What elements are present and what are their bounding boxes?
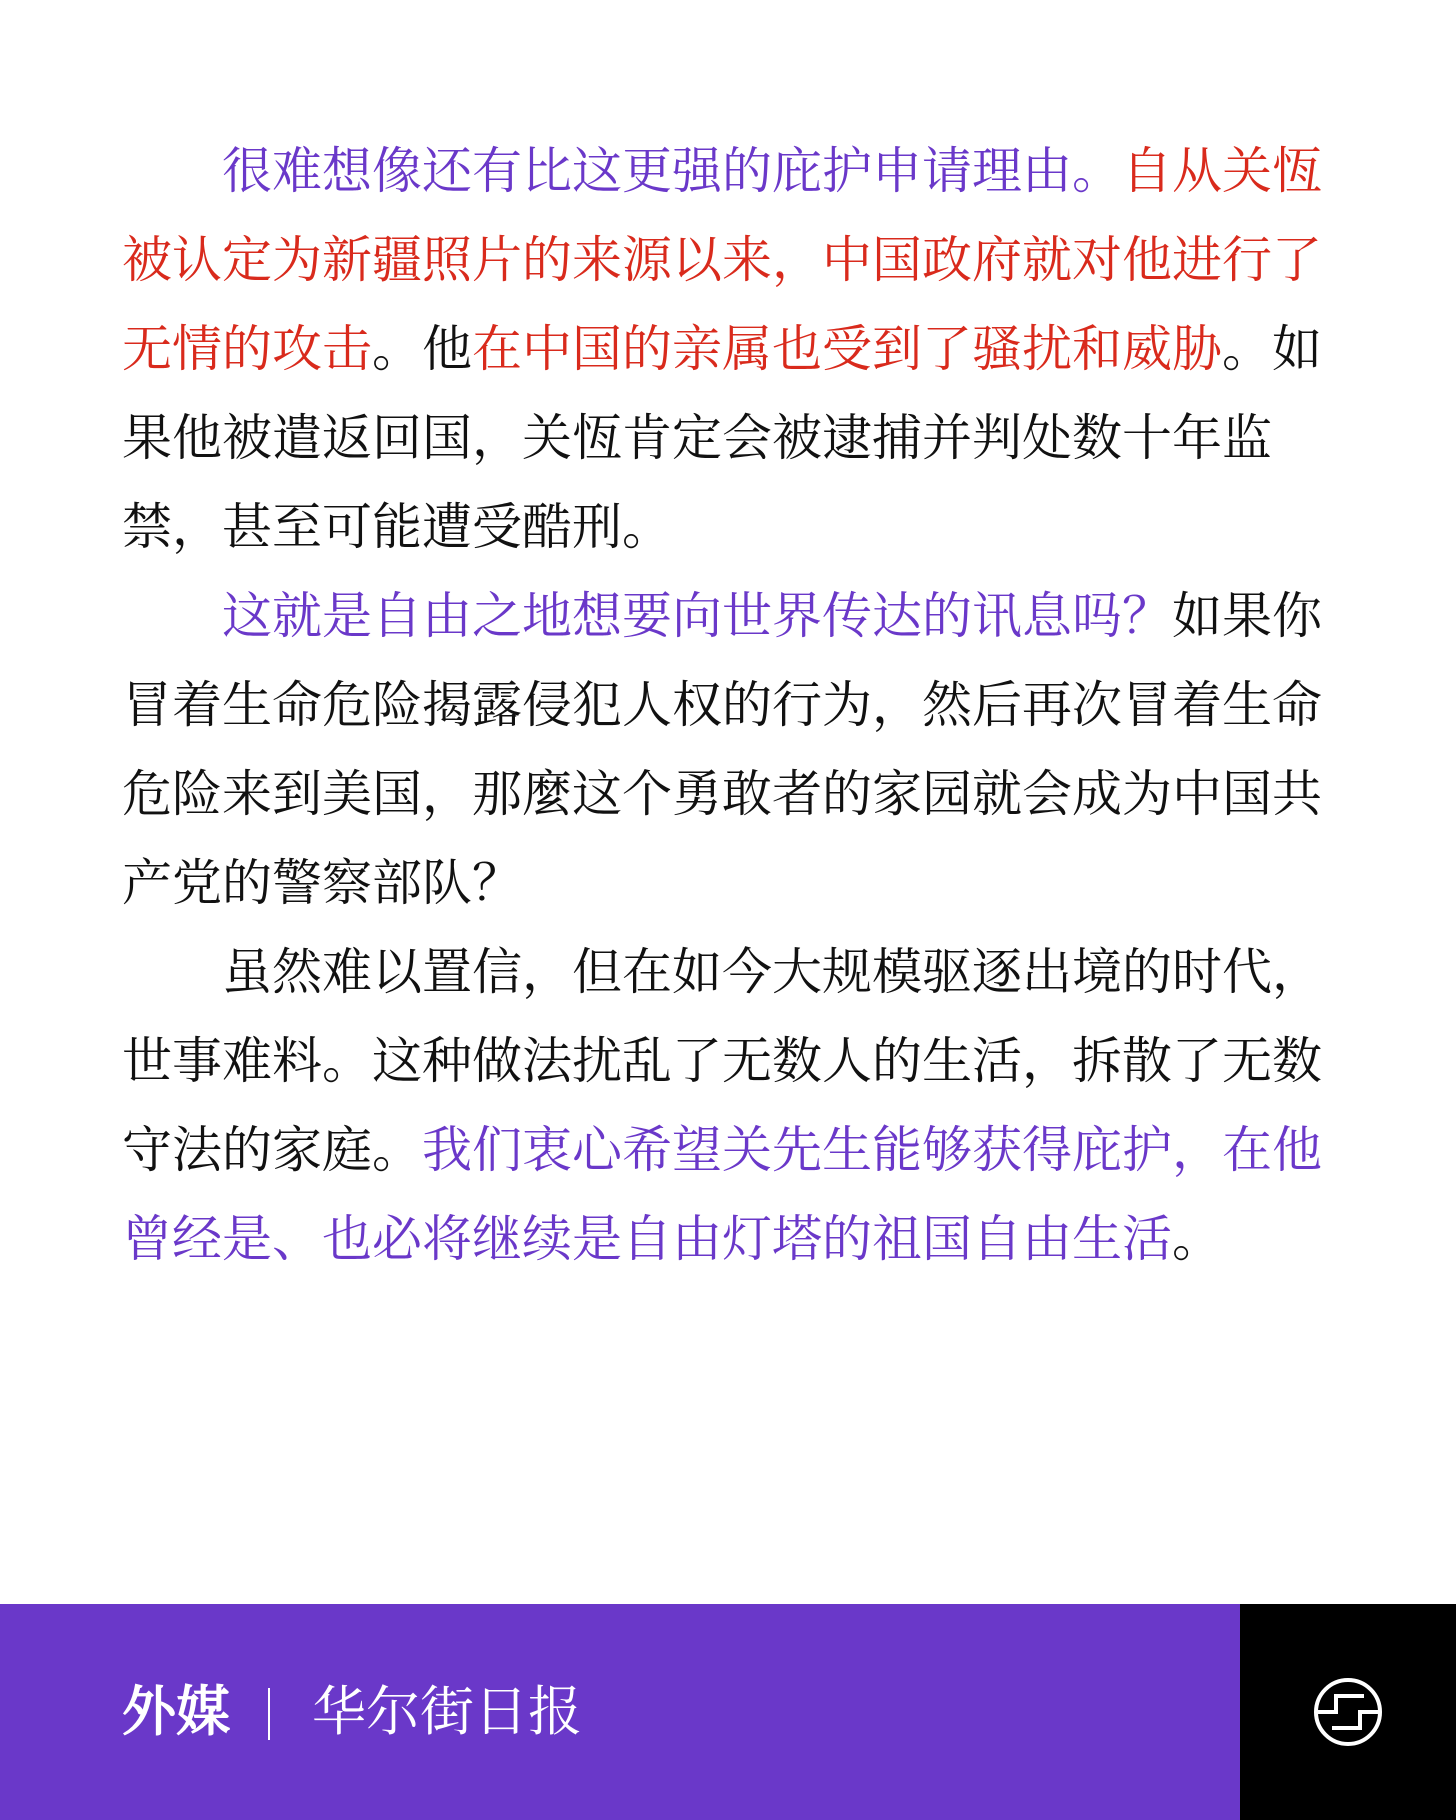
text-segment: 在中国的亲属也受到了骚扰和威胁 (472, 320, 1222, 378)
text-segment: 。如果他被遣返回国，关恆肯定会被逮捕并判处数十年监禁，甚至可能遭受酷刑。 (122, 320, 1322, 556)
footer-source: 华尔街日报 (312, 1680, 582, 1743)
article-body (122, 127, 1322, 1284)
text-segment: 这就是自由之地想要向世界传达的讯息吗？ (222, 587, 1172, 645)
text-segment: 。 (1172, 1210, 1222, 1268)
text-segment: 虽然难以置信，但在如今大规模驱逐出境的时代，世事难料。这种做法扰乱了无数人的生活，拆散了无数守法的家庭。 (122, 943, 1322, 1179)
text-segment: 。他 (372, 320, 472, 378)
text-segment: 很难想像还有比这更强的庇护申请理由。 (222, 142, 1122, 200)
paragraph-1 (122, 127, 1322, 572)
text-segment: 如果你冒着生命危险揭露侵犯人权的行为，然后再次冒着生命危险来到美国，那麼这个勇敢者的家园就会成为中国共产党的警察部队？ (122, 587, 1322, 912)
text-segment: 自从关恆被认定为新疆照片的来源以来，中国政府就对他进行了无情的攻击 (122, 142, 1322, 378)
text-segment: 我们衷心希望关先生能够获得庇护，在他曾经是、也必将继续是自由灯塔的祖国自由生活 (122, 1121, 1322, 1268)
footer-logo-box (1240, 1604, 1456, 1820)
paragraph-2 (122, 572, 1322, 928)
footer-tag: 外媒 (122, 1680, 230, 1743)
footer-bar (0, 1604, 1240, 1820)
circle-logo-icon (1312, 1676, 1384, 1748)
footer-divider (268, 1688, 270, 1740)
footer-banner (0, 1604, 1456, 1820)
paragraph-3 (122, 928, 1322, 1284)
